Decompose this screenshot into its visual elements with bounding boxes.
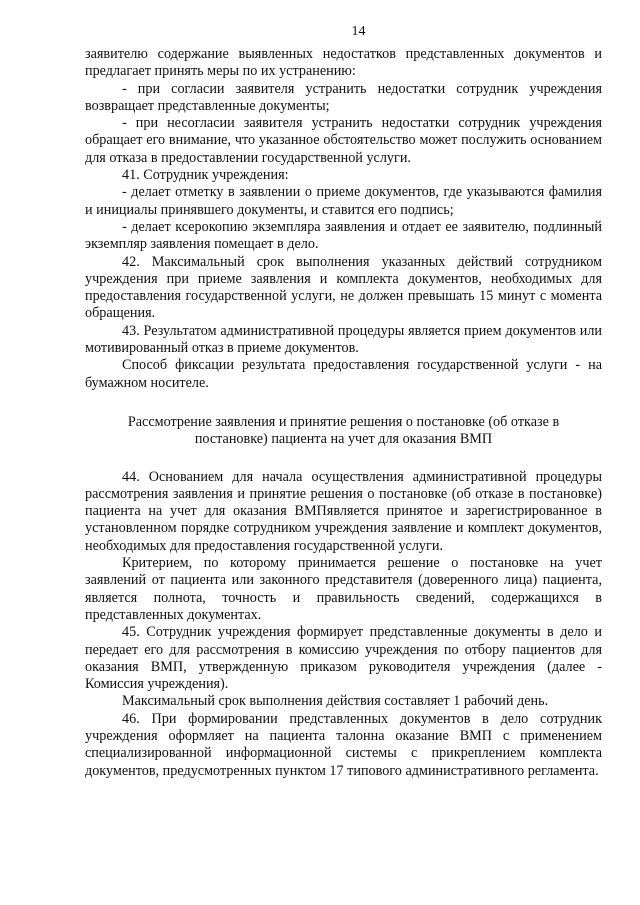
paragraph: заявителю содержание выявленных недостатков представленных документов и предлагает принять меры по их устранению: <box>85 46 602 80</box>
paragraph: 46. При формировании представленных документов в дело сотрудник учреждения оформляет на пациента талонна оказание ВМП с применением специализированной информационной системы с прикреплением комплекта документов, предусмотренных пунктом 17 типового административного регламента. <box>85 710 602 779</box>
paragraph: - при согласии заявителя устранить недостатки сотрудник учреждения возвращает представленные документы; <box>85 80 602 114</box>
body-text-after <box>85 469 602 780</box>
paragraph: 41. Сотрудник учреждения: <box>122 167 289 184</box>
paragraph: - делает ксерокопию экземпляра заявления и отдает ее заявителю, подлинный экземпляр заявления помещает в дело. <box>85 218 602 253</box>
page-number: 14 <box>351 24 366 39</box>
paragraph: - при несогласии заявителя устранить недостатки сотрудник учреждения обращает его внимание, что указанное обстоятельство может послужить основанием для отказа в предоставлении государственной услуги. <box>85 115 602 166</box>
paragraph: Способ фиксации результата предоставления государственной услуги - на бумажном носителе. <box>85 357 602 391</box>
body-text-before <box>85 46 602 392</box>
section-heading: Рассмотрение заявления и принятие решения о постановке (об отказе в постановке) пациента на учет для оказания ВМП <box>127 413 560 448</box>
paragraph: 45. Сотрудник учреждения формирует представленные документы в дело и передает его для рассмотрения в комиссию учреждения по отбору пациентов для оказания ВМП, утвержденную приказом руководителя учреждения (далее - Комиссия учреждения). <box>85 624 602 693</box>
paragraph: 44. Основанием для начала осуществления административной процедуры рассмотрения заявления и принятие решения о постановке (об отказе в постановке) пациента на учет для оказания ВМПявляется принятое и зарегистрированное в установленном порядке сотрудником учреждения заявление и комплект документов, необходимых для предоставления государственной услуги. <box>85 468 602 554</box>
paragraph: 42. Максимальный срок выполнения указанных действий сотрудником учреждения при приеме заявления и комплекта документов, необходимых для предоставления государственной услуги, не должен превышать 15 минут с момента обращения. <box>85 253 602 322</box>
paragraph: Критерием, по которому принимается решение о постановке на учет заявлений от пациента или законного представителя (доверенного лица) пациента, является полнота, точность и правильность сведений, содержащихся в представленных документах. <box>85 555 602 623</box>
paragraph: 43. Результатом административной процедуры является прием документов или мотивированный отказ в приеме документов. <box>85 322 602 357</box>
paragraph: Максимальный срок выполнения действия составляет 1 рабочий день. <box>122 693 549 710</box>
paragraph: - делает отметку в заявлении о приеме документов, где указываются фамилия и инициалы принявшего документы, и ставится его подпись; <box>85 184 602 218</box>
